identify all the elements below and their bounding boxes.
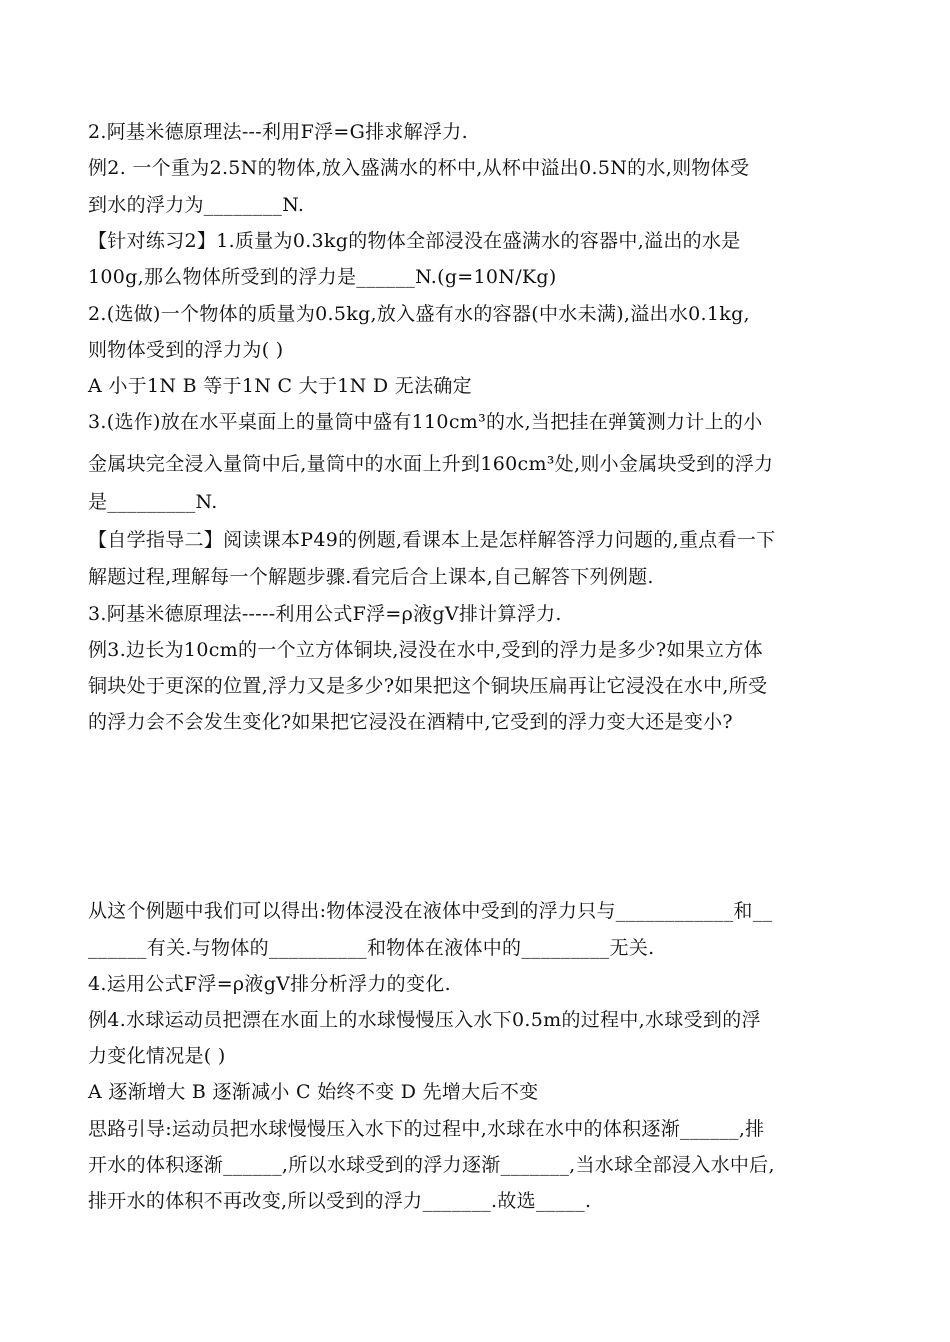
text-line: 3.(选作)放在水平桌面上的量筒中盛有110cm³的水,当把挂在弹簧测力计上的小	[88, 411, 763, 433]
text-line: 例4.水球运动员把漂在水面上的水球慢慢压入水下0.5m的过程中,水球受到的浮	[88, 1009, 761, 1031]
text-line: 金属块完全浸入量筒中后,量筒中的水面上升到160cm³处,则小金属块受到的浮力	[88, 453, 774, 475]
text-line: A 逐渐增大 B 逐渐减小 C 始终不变 D 先增大后不变	[88, 1081, 539, 1103]
text-line: 例3.边长为10cm的一个立方体铜块,浸没在水中,受到的浮力是多少?如果立方体	[88, 639, 763, 661]
text-line: 铜块处于更深的位置,浮力又是多少?如果把这个铜块压扁再让它浸没在水中,所受	[88, 675, 768, 697]
text-line: ______有关.与物体的__________和物体在液体中的_________无关.	[88, 937, 655, 959]
text-line: 100g,那么物体所受到的浮力是______N.(g=10N/Kg)	[88, 266, 557, 288]
text-line: 2.阿基米德原理法---利用F浮=G排求解浮力.	[88, 121, 468, 143]
text-line: 【自学指导二】阅读课本P49的例题,看课本上是怎样解答浮力问题的,重点看一下	[88, 529, 776, 551]
text-line: 解题过程,理解每一个解题步骤.看完后合上课本,自己解答下列例题.	[88, 566, 654, 588]
text-line: 思路引导:运动员把水球慢慢压入水下的过程中,水球在水中的体积逐渐______,排	[88, 1118, 765, 1140]
text-line: 3.阿基米德原理法-----利用公式F浮=ρ液gV排计算浮力.	[88, 603, 562, 625]
text-line: 到水的浮力为________N.	[88, 194, 305, 216]
text-line: 排开水的体积不再改变,所以受到的浮力_______.故选_____.	[88, 1190, 592, 1212]
text-line: 例2. 一个重为2.5N的物体,放入盛满水的杯中,从杯中溢出0.5N的水,则物体受	[88, 157, 750, 179]
text-line: 力变化情况是( )	[88, 1045, 226, 1067]
text-line: 从这个例题中我们可以得出:物体浸没在液体中受到的浮力只与____________和__	[88, 900, 773, 922]
text-line: 则物体受到的浮力为( )	[88, 339, 284, 361]
text-line: 2.(选做)一个物体的质量为0.5kg,放入盛有水的容器(中水未满),溢出水0.1kg,	[88, 303, 750, 325]
text-line: A 小于1N B 等于1N C 大于1N D 无法确定	[88, 375, 472, 397]
text-line: 开水的体积逐渐______,所以水球受到的浮力逐渐_______,当水球全部浸入水中后,	[88, 1154, 775, 1176]
text-line: 4.运用公式F浮=ρ液gV排分析浮力的变化.	[88, 973, 451, 995]
text-line: 【针对练习2】1.质量为0.3kg的物体全部浸没在盛满水的容器中,溢出的水是	[88, 230, 741, 252]
text-line: 的浮力会不会发生变化?如果把它浸没在酒精中,它受到的浮力变大还是变小?	[88, 711, 733, 733]
text-line: 是_________N.	[88, 491, 218, 513]
